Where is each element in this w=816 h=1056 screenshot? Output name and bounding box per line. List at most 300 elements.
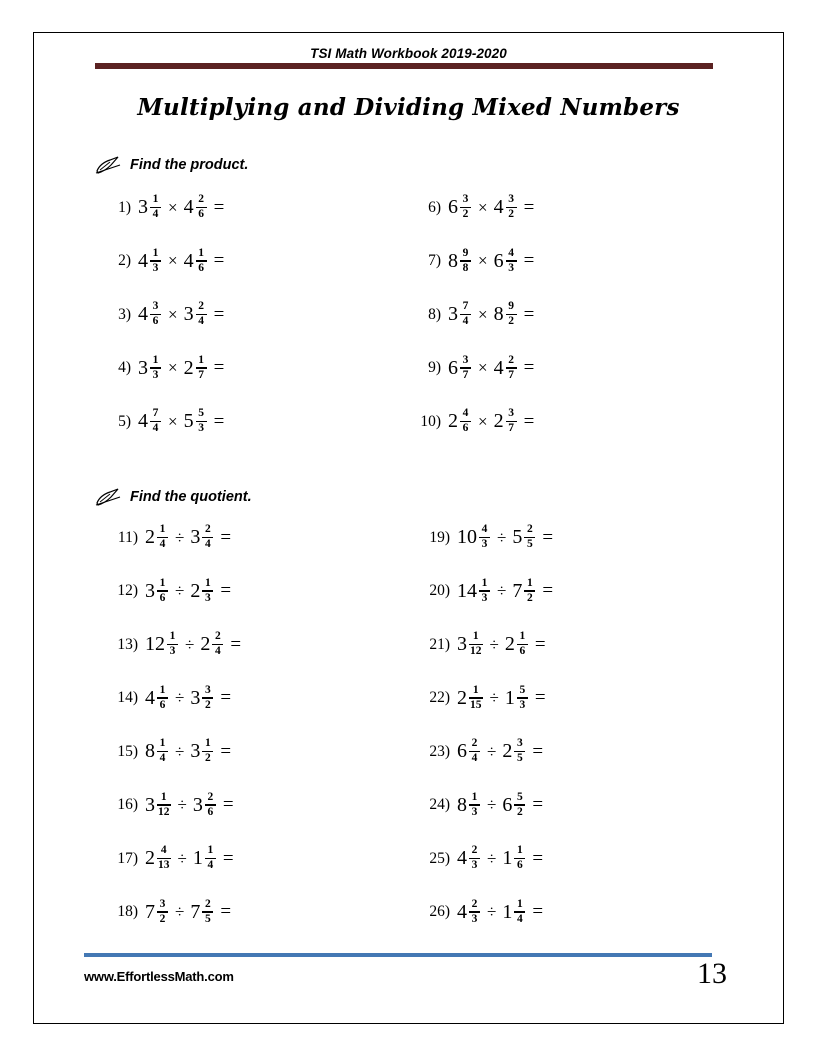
equals-sign: =	[213, 303, 225, 325]
whole-number: 2	[457, 686, 467, 709]
worksheet-page	[33, 32, 784, 1024]
problem-expression	[457, 899, 543, 926]
operator: ÷	[487, 795, 497, 815]
numerator: 1	[198, 353, 204, 366]
operator: ÷	[489, 634, 499, 654]
numerator: 1	[204, 576, 211, 589]
numerator: 2	[471, 844, 478, 856]
fraction	[202, 578, 213, 605]
whole-number: 3	[448, 303, 458, 326]
equals-sign: =	[213, 250, 225, 272]
problem-expression	[457, 685, 546, 712]
problem-item	[0, 194, 783, 221]
denominator: 4	[198, 315, 204, 328]
numerator: 1	[152, 193, 159, 205]
problem-number: 20)	[429, 582, 450, 600]
problem-expression	[448, 355, 534, 382]
whole-number: 4	[457, 900, 467, 923]
numerator: 1	[516, 844, 523, 856]
whole-number: 3	[145, 579, 155, 602]
whole-number: 2	[190, 579, 201, 602]
numerator: 1	[159, 737, 166, 749]
fraction	[205, 845, 216, 872]
page-number: 13	[697, 957, 727, 990]
problem-expression	[145, 899, 231, 926]
fraction	[202, 899, 213, 926]
problem-expression	[145, 631, 241, 658]
denominator: 4	[462, 315, 469, 328]
problem-row	[33, 578, 784, 632]
numerator: 3	[204, 683, 211, 696]
fraction	[506, 248, 517, 275]
problem-item	[408, 524, 783, 551]
numerator: 5	[198, 407, 204, 419]
fraction	[157, 899, 168, 926]
fraction	[212, 631, 223, 658]
whole-number: 3	[457, 633, 467, 656]
equals-sign: =	[542, 580, 554, 602]
footer-url[interactable]: www.EffortlessMath.com	[84, 969, 234, 984]
problem-expression	[457, 524, 553, 551]
numerator: 3	[462, 353, 469, 366]
operator: ÷	[175, 902, 185, 922]
denominator: 3	[471, 912, 478, 925]
problem-expression	[145, 524, 231, 551]
numerator: 5	[516, 790, 523, 803]
numerator: 1	[472, 630, 479, 642]
problem-item	[33, 524, 408, 551]
whole-number: 6	[493, 249, 504, 272]
equals-sign: =	[523, 410, 535, 432]
problem-number: 13)	[117, 635, 138, 653]
numerator: 7	[462, 300, 469, 312]
operator: ÷	[487, 902, 497, 922]
denominator: 7	[508, 422, 514, 435]
problem-item	[0, 408, 783, 435]
operator: ×	[478, 197, 488, 217]
numerator: 9	[508, 300, 514, 312]
denominator: 6	[159, 591, 166, 604]
problem-expression	[457, 845, 543, 872]
numerator: 1	[160, 790, 167, 803]
whole-number: 3	[192, 793, 203, 816]
fraction	[524, 524, 535, 551]
denominator: 3	[481, 591, 488, 604]
fraction	[479, 524, 490, 551]
problem-item	[408, 792, 783, 819]
numerator: 1	[169, 630, 176, 642]
whole-number: 4	[138, 303, 148, 326]
whole-number: 4	[145, 686, 155, 709]
problem-item	[0, 355, 783, 382]
numerator: 2	[198, 300, 204, 312]
denominator: 7	[462, 368, 469, 381]
equals-sign: =	[542, 526, 554, 548]
problem-item	[33, 792, 408, 819]
numerator: 1	[152, 353, 159, 366]
problem-number: 17)	[117, 849, 138, 867]
problem-item	[33, 845, 408, 872]
operator: ×	[478, 411, 488, 431]
fraction	[205, 792, 216, 819]
numerator: 1	[519, 630, 526, 642]
numerator: 2	[471, 897, 478, 910]
section-label: Find the product.	[130, 157, 249, 173]
fraction	[460, 194, 471, 221]
whole-number: 3	[138, 196, 148, 219]
operator: ÷	[487, 741, 497, 761]
fraction	[469, 631, 483, 658]
denominator: 2	[508, 208, 514, 221]
problem-number: 14)	[117, 689, 138, 707]
whole-number: 4	[138, 249, 148, 272]
problem-number: 16)	[117, 796, 138, 814]
denominator: 6	[152, 315, 159, 328]
problem-item	[0, 301, 783, 328]
whole-number: 3	[138, 356, 148, 379]
problem-number: 1)	[118, 198, 131, 216]
denominator: 2	[159, 912, 166, 925]
denominator: 7	[198, 368, 204, 381]
numerator: 1	[159, 576, 166, 589]
whole-number: 2	[200, 633, 211, 656]
whole-number: 2	[493, 410, 504, 433]
denominator: 3	[519, 698, 526, 711]
denominator: 4	[159, 752, 166, 765]
numerator: 2	[471, 737, 478, 749]
fraction	[157, 524, 168, 551]
whole-number: 4	[138, 410, 148, 433]
problem-item	[0, 248, 783, 275]
denominator: 3	[471, 805, 478, 818]
fraction	[524, 578, 535, 605]
problem-item	[408, 845, 783, 872]
problem-expression	[457, 578, 553, 605]
section-heading-product	[95, 155, 248, 175]
pen-icon	[95, 488, 121, 508]
problem-expression	[448, 301, 534, 328]
whole-number: 14	[457, 579, 477, 602]
problem-number: 23)	[429, 742, 450, 760]
denominator: 5	[516, 752, 523, 765]
problem-row	[33, 194, 784, 248]
operator: ×	[168, 358, 178, 378]
whole-number: 1	[504, 686, 515, 709]
whole-number: 2	[504, 633, 515, 656]
denominator: 2	[462, 208, 469, 221]
problem-number: 24)	[429, 796, 450, 814]
fraction	[157, 685, 168, 712]
problem-item	[33, 578, 408, 605]
denominator: 2	[508, 315, 514, 328]
problem-expression	[448, 408, 534, 435]
numerator: 1	[204, 737, 211, 749]
equals-sign: =	[523, 250, 535, 272]
whole-number: 3	[183, 303, 194, 326]
denominator: 4	[204, 538, 211, 551]
problem-number: 9)	[428, 359, 441, 377]
equals-sign: =	[534, 687, 546, 709]
fraction	[469, 792, 480, 819]
problem-number: 21)	[429, 635, 450, 653]
problem-grid-product	[33, 194, 784, 462]
whole-number: 2	[183, 356, 194, 379]
whole-number: 3	[190, 686, 201, 709]
numerator: 3	[159, 897, 166, 910]
equals-sign: =	[523, 196, 535, 218]
operator: ×	[478, 251, 488, 271]
whole-number: 4	[183, 196, 194, 219]
problem-number: 5)	[118, 412, 131, 430]
denominator: 12	[470, 645, 482, 658]
problem-expression	[145, 738, 231, 765]
denominator: 3	[204, 591, 211, 604]
fraction	[514, 792, 525, 819]
problem-row	[33, 631, 784, 685]
whole-number: 4	[493, 196, 504, 219]
equals-sign: =	[220, 740, 232, 762]
problem-number: 3)	[118, 305, 131, 323]
numerator: 7	[152, 407, 159, 419]
problem-number: 19)	[429, 528, 450, 546]
denominator: 4	[471, 752, 478, 765]
whole-number: 8	[448, 249, 458, 272]
denominator: 4	[214, 645, 221, 658]
fraction	[460, 301, 471, 328]
problem-number: 4)	[118, 359, 131, 377]
problem-item	[408, 578, 783, 605]
numerator: 2	[526, 523, 533, 535]
denominator: 2	[204, 698, 211, 711]
fraction	[460, 408, 471, 435]
problem-expression	[145, 578, 231, 605]
problem-row	[33, 845, 784, 899]
problem-number: 15)	[117, 742, 138, 760]
problem-number: 6)	[428, 198, 441, 216]
whole-number: 10	[457, 526, 477, 549]
operator: ÷	[497, 527, 507, 547]
denominator: 3	[471, 859, 478, 872]
numerator: 4	[160, 844, 167, 856]
whole-number: 6	[457, 740, 467, 763]
pen-icon	[95, 156, 121, 176]
denominator: 2	[516, 805, 523, 818]
numerator: 3	[152, 300, 159, 312]
denominator: 3	[508, 261, 514, 274]
whole-number: 7	[145, 900, 155, 923]
problem-expression	[448, 248, 534, 275]
problem-number: 26)	[429, 903, 450, 921]
denominator: 3	[481, 538, 488, 551]
operator: ÷	[175, 688, 185, 708]
denominator: 15	[470, 698, 482, 711]
operator: ÷	[185, 634, 195, 654]
numerator: 2	[204, 897, 211, 910]
denominator: 3	[169, 645, 176, 658]
problem-item	[33, 685, 408, 712]
numerator: 2	[214, 630, 221, 642]
fraction	[167, 631, 178, 658]
problem-number: 25)	[429, 849, 450, 867]
operator: ×	[168, 411, 178, 431]
numerator: 9	[462, 246, 469, 259]
numerator: 1	[159, 523, 166, 535]
operator: ×	[168, 197, 178, 217]
problem-expression	[457, 792, 543, 819]
operator: ÷	[177, 848, 187, 868]
fraction	[157, 738, 168, 765]
whole-number: 2	[448, 410, 458, 433]
problem-number: 18)	[117, 903, 138, 921]
denominator: 6	[516, 859, 523, 872]
equals-sign: =	[532, 740, 544, 762]
denominator: 2	[204, 752, 211, 765]
fraction	[517, 685, 528, 712]
fraction	[202, 738, 213, 765]
footer-rule	[84, 953, 712, 957]
whole-number: 4	[493, 356, 504, 379]
numerator: 2	[508, 353, 514, 366]
whole-number: 2	[145, 847, 155, 870]
fraction	[514, 738, 525, 765]
fraction	[479, 578, 490, 605]
fraction	[506, 355, 517, 382]
equals-sign: =	[532, 901, 544, 923]
denominator: 12	[158, 805, 170, 818]
problem-row	[33, 408, 784, 462]
numerator: 1	[198, 246, 204, 259]
equals-sign: =	[532, 847, 544, 869]
fraction	[460, 355, 471, 382]
denominator: 3	[198, 422, 204, 435]
whole-number: 3	[145, 793, 155, 816]
whole-number: 8	[457, 793, 467, 816]
problem-expression	[448, 194, 534, 221]
page-title: Multiplying and Dividing Mixed Numbers	[137, 94, 680, 121]
problem-number: 10)	[420, 412, 441, 430]
numerator: 4	[481, 523, 488, 535]
numerator: 2	[198, 193, 204, 205]
whole-number: 6	[502, 793, 513, 816]
denominator: 8	[462, 261, 469, 274]
fraction	[506, 194, 517, 221]
problem-number: 11)	[117, 528, 138, 546]
fraction	[506, 301, 517, 328]
fraction	[202, 685, 213, 712]
denominator: 6	[462, 422, 469, 435]
fraction	[157, 578, 168, 605]
equals-sign: =	[220, 901, 232, 923]
whole-number: 2	[145, 526, 155, 549]
whole-number: 12	[145, 633, 165, 656]
problem-item	[408, 738, 783, 765]
denominator: 4	[516, 912, 523, 925]
numerator: 3	[516, 737, 523, 749]
denominator: 7	[508, 368, 514, 381]
denominator: 6	[198, 261, 204, 274]
fraction	[469, 845, 480, 872]
equals-sign: =	[230, 633, 242, 655]
problem-expression	[457, 738, 543, 765]
whole-number: 8	[145, 740, 155, 763]
problem-expression	[145, 685, 231, 712]
section-heading-quotient	[95, 487, 252, 507]
whole-number: 5	[183, 410, 194, 433]
fraction	[157, 845, 171, 872]
equals-sign: =	[213, 410, 225, 432]
problem-number: 2)	[118, 252, 131, 270]
operator: ÷	[487, 848, 497, 868]
equals-sign: =	[213, 196, 225, 218]
fraction	[514, 845, 525, 872]
equals-sign: =	[534, 633, 546, 655]
equals-sign: =	[532, 794, 544, 816]
problem-number: 12)	[117, 582, 138, 600]
fraction	[202, 524, 213, 551]
problem-row	[33, 524, 784, 578]
equals-sign: =	[523, 303, 535, 325]
fraction	[469, 738, 480, 765]
denominator: 4	[152, 208, 159, 221]
denominator: 2	[526, 591, 533, 604]
problem-item	[33, 738, 408, 765]
numerator: 3	[508, 193, 514, 205]
fraction	[469, 899, 480, 926]
operator: ÷	[497, 581, 507, 601]
operator: ÷	[489, 688, 499, 708]
denominator: 4	[207, 859, 214, 872]
whole-number: 6	[448, 356, 458, 379]
fraction	[506, 408, 517, 435]
fraction	[460, 248, 471, 275]
numerator: 3	[462, 193, 469, 205]
problem-item	[408, 631, 783, 658]
problem-item	[408, 899, 783, 926]
equals-sign: =	[220, 580, 232, 602]
numerator: 1	[159, 683, 166, 696]
denominator: 5	[526, 538, 533, 551]
fraction	[517, 631, 528, 658]
problem-number: 22)	[429, 689, 450, 707]
numerator: 1	[207, 844, 214, 856]
whole-number: 6	[448, 196, 458, 219]
section-label: Find the quotient.	[130, 489, 252, 505]
whole-number: 5	[512, 526, 523, 549]
problem-row	[33, 685, 784, 739]
numerator: 3	[508, 407, 514, 419]
operator: ×	[478, 304, 488, 324]
problem-row	[33, 355, 784, 409]
numerator: 5	[519, 683, 526, 696]
whole-number: 1	[502, 900, 513, 923]
denominator: 6	[207, 805, 214, 818]
numerator: 1	[472, 683, 479, 696]
whole-number: 4	[183, 249, 194, 272]
fraction	[157, 792, 171, 819]
problem-row	[33, 738, 784, 792]
denominator: 4	[159, 538, 166, 551]
whole-number: 7	[190, 900, 201, 923]
numerator: 1	[481, 576, 488, 589]
problem-number: 8)	[428, 305, 441, 323]
operator: ÷	[175, 741, 185, 761]
denominator: 6	[159, 698, 166, 711]
problem-expression	[145, 792, 234, 819]
denominator: 5	[204, 912, 211, 925]
whole-number: 8	[493, 303, 504, 326]
problem-grid-quotient	[33, 524, 784, 952]
operator: ÷	[177, 795, 187, 815]
